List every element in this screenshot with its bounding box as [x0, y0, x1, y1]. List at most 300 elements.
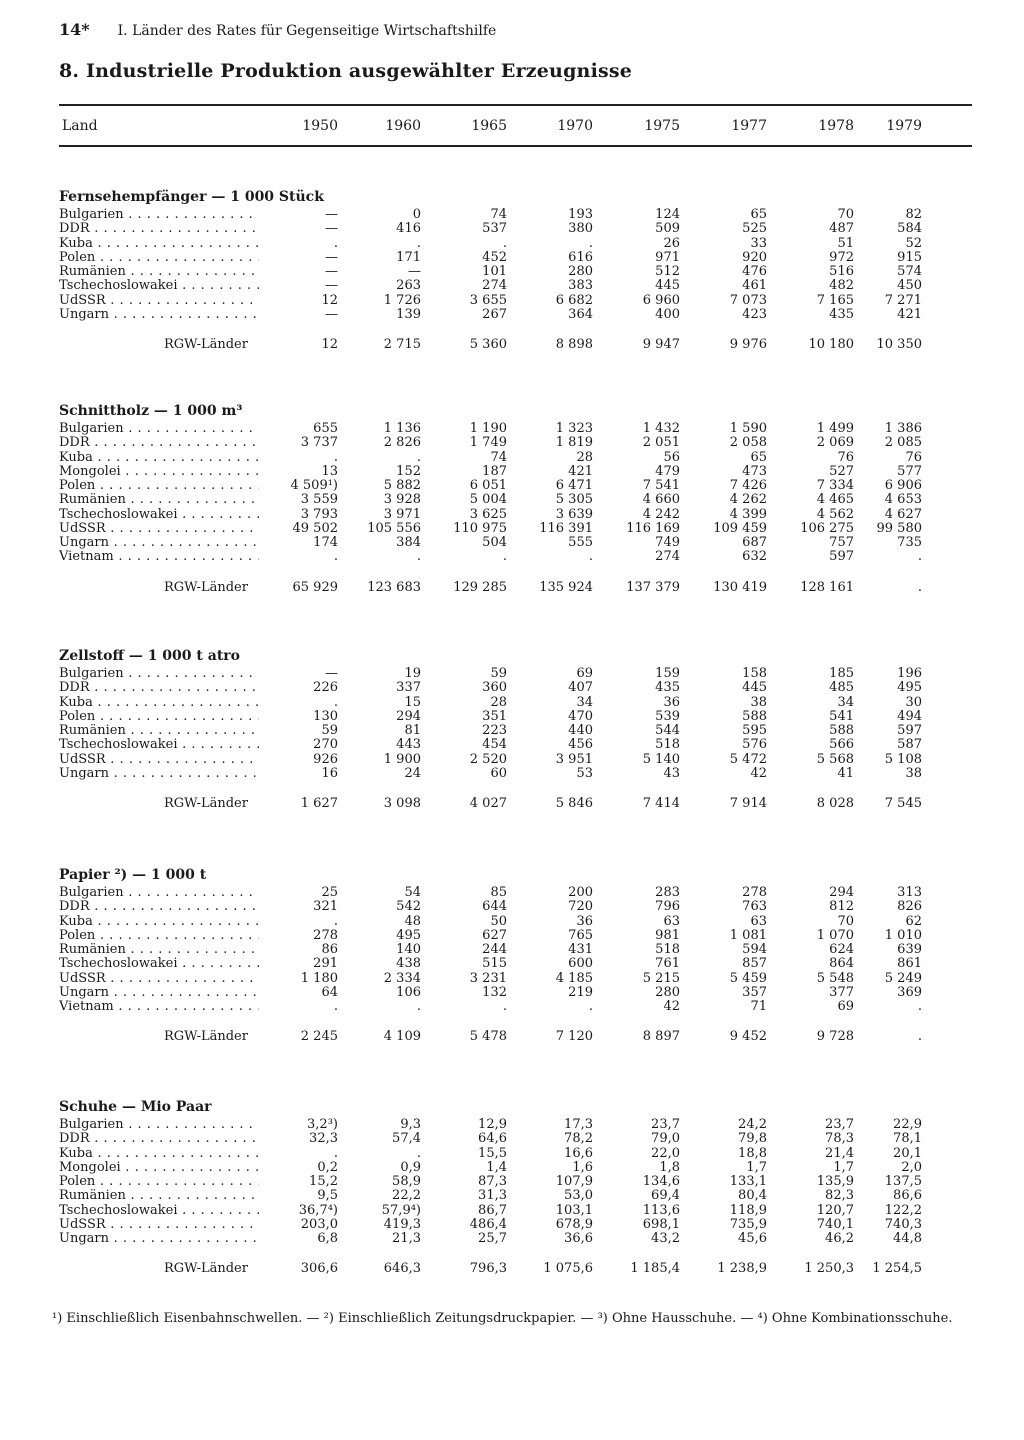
- section-title: Schnittholz — 1 000 m³: [59, 403, 243, 419]
- value-cell: 4 027: [469, 796, 507, 811]
- value-cell: 678,9: [555, 1216, 593, 1232]
- value-cell: 280: [568, 264, 593, 279]
- value-cell: 1 726: [383, 292, 421, 308]
- value-cell: 278: [313, 927, 338, 943]
- value-cell: 42: [750, 765, 767, 781]
- value-cell: 10 180: [808, 337, 854, 352]
- value-cell: 4 465: [816, 492, 854, 508]
- value-cell: 21,4: [825, 1145, 854, 1161]
- value-cell: 655: [313, 421, 338, 436]
- country-name: Ungarn . . .: [59, 986, 259, 1000]
- value-cell: 639: [897, 942, 922, 957]
- value-cell: 130 419: [713, 579, 767, 595]
- value-cell: 36,6: [564, 1231, 593, 1246]
- country-name: Polen . . .: [59, 710, 259, 724]
- value-cell: 70: [837, 207, 854, 222]
- value-cell: 5 459: [729, 970, 767, 986]
- value-cell: 109 459: [713, 520, 767, 536]
- table-row: [59, 915, 972, 929]
- value-cell: 632: [742, 549, 767, 565]
- value-cell: 1 590: [729, 421, 767, 436]
- value-cell: 337: [396, 680, 421, 696]
- value-cell: .: [416, 549, 421, 565]
- country-name: Ungarn . . .: [59, 767, 259, 781]
- value-cell: 542: [396, 899, 421, 915]
- value-cell: 132: [482, 984, 507, 1000]
- value-cell: 454: [482, 737, 507, 753]
- value-cell: 5 360: [469, 337, 507, 352]
- value-cell: 1 070: [816, 927, 854, 943]
- value-cell: 33: [750, 235, 767, 251]
- value-cell: 9 728: [816, 1029, 854, 1045]
- value-cell: 0,2: [317, 1159, 338, 1175]
- value-cell: 45,6: [738, 1231, 767, 1246]
- country-name: Mongolei . . .: [59, 465, 259, 479]
- value-cell: 9 976: [729, 337, 767, 352]
- value-cell: .: [333, 549, 338, 565]
- table-row: [59, 222, 972, 236]
- value-cell: 972: [829, 249, 854, 265]
- column-header-year: 1977: [731, 118, 767, 134]
- value-cell: 135,9: [816, 1174, 854, 1189]
- value-cell: .: [917, 579, 922, 595]
- value-cell: 2 715: [383, 337, 421, 352]
- value-cell: 5 140: [642, 751, 680, 767]
- value-cell: 7 541: [642, 478, 680, 493]
- value-cell: 1 136: [383, 421, 421, 436]
- table-row: [59, 1147, 972, 1161]
- country-name: Rumänien . . .: [59, 1189, 259, 1203]
- value-cell: .: [502, 235, 507, 251]
- value-cell: 124: [655, 207, 680, 222]
- value-cell: 9 947: [642, 337, 680, 352]
- value-cell: 48: [404, 913, 421, 929]
- value-cell: 5 108: [884, 751, 922, 767]
- value-cell: 87,3: [478, 1174, 507, 1189]
- value-cell: 7 334: [816, 478, 854, 493]
- country-name: UdSSR . . .: [59, 294, 259, 308]
- value-cell: 486,4: [469, 1216, 507, 1232]
- value-cell: 926: [313, 751, 338, 767]
- value-cell: 4 627: [884, 506, 922, 522]
- value-cell: 203,0: [300, 1216, 338, 1232]
- table-row: [59, 753, 972, 767]
- value-cell: 17,3: [564, 1117, 593, 1132]
- value-cell: 321: [313, 899, 338, 915]
- table-row: [59, 886, 972, 900]
- value-cell: .: [333, 1145, 338, 1161]
- value-cell: 64,6: [478, 1131, 507, 1147]
- country-name: UdSSR . . .: [59, 1218, 259, 1232]
- value-cell: 435: [829, 306, 854, 322]
- section-title: Schuhe — Mio Paar: [59, 1099, 212, 1115]
- value-cell: 864: [829, 956, 854, 972]
- value-cell: 74: [490, 207, 507, 222]
- value-cell: 44,8: [893, 1231, 922, 1246]
- country-name: UdSSR . . .: [59, 522, 259, 536]
- value-cell: 8 028: [816, 796, 854, 811]
- value-cell: 34: [576, 694, 593, 710]
- value-cell: 566: [829, 737, 854, 753]
- value-cell: 1 749: [469, 435, 507, 451]
- value-cell: 796,3: [469, 1261, 507, 1277]
- value-cell: 4 562: [816, 506, 854, 522]
- value-cell: 6 682: [555, 292, 593, 308]
- value-cell: 15,5: [478, 1145, 507, 1161]
- value-cell: 7 271: [884, 292, 922, 308]
- value-cell: 19: [404, 666, 421, 681]
- value-cell: 487: [829, 221, 854, 237]
- value-cell: 50: [490, 913, 507, 929]
- value-cell: 5 478: [469, 1029, 507, 1045]
- value-cell: 765: [568, 927, 593, 943]
- value-cell: 476: [742, 264, 767, 279]
- value-cell: 3 928: [383, 492, 421, 508]
- value-cell: 9,5: [317, 1188, 338, 1204]
- value-cell: 5 305: [555, 492, 593, 508]
- table-row: [59, 943, 972, 957]
- value-cell: 58,9: [392, 1174, 421, 1189]
- value-cell: 15: [404, 694, 421, 710]
- value-cell: 5 548: [816, 970, 854, 986]
- value-cell: 587: [897, 737, 922, 753]
- country-name: Polen . . .: [59, 929, 259, 943]
- value-cell: 122,2: [884, 1202, 922, 1218]
- value-cell: 4 399: [729, 506, 767, 522]
- value-cell: 278: [742, 885, 767, 900]
- value-cell: 357: [742, 984, 767, 1000]
- value-cell: 757: [829, 535, 854, 550]
- value-cell: 416: [396, 221, 421, 237]
- value-cell: 509: [655, 221, 680, 237]
- table-row: [59, 738, 972, 752]
- table-row: [59, 1132, 972, 1146]
- value-cell: —: [325, 278, 338, 294]
- value-cell: 369: [897, 984, 922, 1000]
- value-cell: 174: [313, 535, 338, 550]
- value-cell: 646,3: [383, 1261, 421, 1277]
- value-cell: 1,8: [659, 1159, 680, 1175]
- value-cell: 1 900: [383, 751, 421, 767]
- value-cell: 38: [750, 694, 767, 710]
- table-row: [59, 522, 972, 536]
- value-cell: 219: [568, 984, 593, 1000]
- value-cell: 407: [568, 680, 593, 696]
- value-cell: —: [325, 264, 338, 279]
- value-cell: .: [588, 235, 593, 251]
- value-cell: 5 004: [469, 492, 507, 508]
- table-row: [59, 1175, 972, 1189]
- column-header-land: Land: [62, 118, 98, 134]
- country-name: Bulgarien . . .: [59, 667, 259, 681]
- value-cell: 7 414: [642, 796, 680, 811]
- value-cell: —: [408, 264, 421, 279]
- country-name: Kuba . . .: [59, 1147, 259, 1161]
- value-cell: 600: [568, 956, 593, 972]
- value-cell: 4 185: [555, 970, 593, 986]
- value-cell: 306,6: [300, 1261, 338, 1277]
- value-cell: 627: [482, 927, 507, 943]
- column-header-year: 1978: [818, 118, 854, 134]
- value-cell: 1 185,4: [630, 1261, 680, 1277]
- value-cell: 351: [482, 708, 507, 724]
- value-cell: 274: [655, 549, 680, 565]
- value-cell: 52: [905, 235, 922, 251]
- table-row: [59, 957, 972, 971]
- value-cell: .: [416, 235, 421, 251]
- value-cell: 12: [321, 337, 338, 352]
- value-cell: 740,3: [884, 1216, 922, 1232]
- value-cell: 107,9: [555, 1174, 593, 1189]
- country-name: Tschechoslowakei . . .: [59, 508, 259, 522]
- value-cell: 1 819: [555, 435, 593, 451]
- value-cell: 473: [742, 463, 767, 479]
- value-cell: 1 238,9: [717, 1261, 767, 1277]
- table-row: [59, 208, 972, 222]
- value-cell: 438: [396, 956, 421, 972]
- column-header-year: 1970: [557, 118, 593, 134]
- value-cell: 139: [396, 306, 421, 322]
- value-cell: 78,1: [893, 1131, 922, 1147]
- value-cell: 158: [742, 666, 767, 681]
- value-cell: 187: [482, 463, 507, 479]
- value-cell: 6 051: [469, 478, 507, 493]
- value-cell: 7 165: [816, 292, 854, 308]
- total-label: RGW-Länder: [164, 579, 248, 595]
- value-cell: 435: [655, 680, 680, 696]
- country-name: Rumänien . . .: [59, 265, 259, 279]
- country-name: DDR . . .: [59, 900, 259, 914]
- value-cell: 577: [897, 463, 922, 479]
- value-cell: 101: [482, 264, 507, 279]
- value-cell: 86,7: [478, 1202, 507, 1218]
- value-cell: .: [502, 549, 507, 565]
- value-cell: 2 245: [300, 1029, 338, 1045]
- value-cell: 79,0: [651, 1131, 680, 1147]
- value-cell: 735: [897, 535, 922, 550]
- value-cell: 595: [742, 723, 767, 738]
- value-cell: 383: [568, 278, 593, 294]
- section-title: Papier ²) — 1 000 t: [59, 867, 207, 883]
- value-cell: 128 161: [800, 579, 854, 595]
- value-cell: .: [333, 999, 338, 1014]
- value-cell: 3 737: [300, 435, 338, 451]
- value-cell: 134,6: [642, 1174, 680, 1189]
- value-cell: 86,6: [893, 1188, 922, 1204]
- value-cell: 25: [321, 885, 338, 900]
- value-cell: 171: [396, 249, 421, 265]
- value-cell: 735,9: [729, 1216, 767, 1232]
- value-cell: 421: [897, 306, 922, 322]
- value-cell: 5 215: [642, 970, 680, 986]
- table-row: [59, 422, 972, 436]
- column-header-year: 1979: [886, 118, 922, 134]
- value-cell: 63: [750, 913, 767, 929]
- table-row: [59, 308, 972, 322]
- table-row: [59, 237, 972, 251]
- country-name: Bulgarien . . .: [59, 886, 259, 900]
- value-cell: .: [416, 1145, 421, 1161]
- value-cell: 479: [655, 463, 680, 479]
- value-cell: 981: [655, 927, 680, 943]
- country-name: Tschechoslowakei . . .: [59, 1204, 259, 1218]
- value-cell: —: [325, 666, 338, 681]
- value-cell: 971: [655, 249, 680, 265]
- value-cell: 64: [321, 984, 338, 1000]
- value-cell: 18,8: [738, 1145, 767, 1161]
- value-cell: 65 929: [292, 579, 338, 595]
- value-cell: 3 639: [555, 506, 593, 522]
- table-row: [59, 1000, 972, 1014]
- value-cell: 518: [655, 737, 680, 753]
- value-cell: 920: [742, 249, 767, 265]
- value-cell: 105 556: [367, 520, 421, 536]
- value-cell: 137,5: [884, 1174, 922, 1189]
- value-cell: —: [325, 207, 338, 222]
- value-cell: 3 655: [469, 292, 507, 308]
- value-cell: 2 058: [729, 435, 767, 451]
- value-cell: 36: [663, 694, 680, 710]
- value-cell: 263: [396, 278, 421, 294]
- value-cell: 280: [655, 984, 680, 1000]
- footnote: ¹) Einschließlich Eisenbahnschwellen. — ²) Einschließlich Zeitungsdruckpapier. — ³) Ohne Hausschuhe. — ⁴) Ohne Kombinationsschuhe.: [52, 1311, 953, 1326]
- country-name: Rumänien . . .: [59, 724, 259, 738]
- value-cell: 10 350: [876, 337, 922, 352]
- value-cell: 283: [655, 885, 680, 900]
- table-title: 8. Industrielle Produktion ausgewählter Erzeugnisse: [59, 60, 633, 82]
- value-cell: 541: [829, 708, 854, 724]
- value-cell: 443: [396, 737, 421, 753]
- value-cell: 135 924: [539, 579, 593, 595]
- value-cell: 41: [837, 765, 854, 781]
- value-cell: 129 285: [453, 579, 507, 595]
- value-cell: 54: [404, 885, 421, 900]
- value-cell: 82,3: [825, 1188, 854, 1204]
- table-top-rule: [59, 104, 972, 106]
- value-cell: .: [333, 449, 338, 465]
- value-cell: 140: [396, 942, 421, 957]
- value-cell: 2 085: [884, 435, 922, 451]
- value-cell: 5 846: [555, 796, 593, 811]
- value-cell: 36: [576, 913, 593, 929]
- value-cell: 223: [482, 723, 507, 738]
- total-label: RGW-Länder: [164, 1261, 248, 1277]
- value-cell: 116 391: [539, 520, 593, 536]
- value-cell: 1 323: [555, 421, 593, 436]
- value-cell: 78,3: [825, 1131, 854, 1147]
- value-cell: 57,9⁴): [381, 1202, 421, 1218]
- value-cell: 26: [663, 235, 680, 251]
- value-cell: 15,2: [309, 1174, 338, 1189]
- total-row: [59, 580, 972, 596]
- value-cell: 574: [897, 264, 922, 279]
- value-cell: 3 951: [555, 751, 593, 767]
- value-cell: 1 190: [469, 421, 507, 436]
- value-cell: 22,0: [651, 1145, 680, 1161]
- value-cell: 1 081: [729, 927, 767, 943]
- table-row: [59, 681, 972, 695]
- value-cell: 763: [742, 899, 767, 915]
- section-title: Fernsehempfänger — 1 000 Stück: [59, 189, 324, 205]
- value-cell: 364: [568, 306, 593, 322]
- value-cell: 103,1: [555, 1202, 593, 1218]
- value-cell: 86: [321, 942, 338, 957]
- country-name: Vietnam . . .: [59, 550, 259, 564]
- table-row: [59, 1232, 972, 1246]
- value-cell: 544: [655, 723, 680, 738]
- column-header-year: 1960: [385, 118, 421, 134]
- country-name: Bulgarien . . .: [59, 422, 259, 436]
- country-name: Rumänien . . .: [59, 943, 259, 957]
- value-cell: 2 069: [816, 435, 854, 451]
- table-row: [59, 1161, 972, 1175]
- value-cell: 495: [897, 680, 922, 696]
- table-header-rule: [59, 145, 972, 147]
- value-cell: 380: [568, 221, 593, 237]
- total-label: RGW-Länder: [164, 337, 248, 352]
- value-cell: 70: [837, 913, 854, 929]
- page-header: [59, 20, 496, 39]
- value-cell: 23,7: [825, 1117, 854, 1132]
- value-cell: 0: [412, 207, 421, 222]
- value-cell: 423: [742, 306, 767, 322]
- country-name: DDR . . .: [59, 1132, 259, 1146]
- total-row: [59, 1029, 972, 1045]
- table-row: [59, 724, 972, 738]
- value-cell: 4 660: [642, 492, 680, 508]
- total-row: [59, 1261, 972, 1277]
- value-cell: 120,7: [816, 1202, 854, 1218]
- value-cell: 740,1: [816, 1216, 854, 1232]
- value-cell: 270: [313, 737, 338, 753]
- value-cell: 79,8: [738, 1131, 767, 1147]
- value-cell: 624: [829, 942, 854, 957]
- value-cell: 81: [404, 723, 421, 738]
- value-cell: 1 254,5: [872, 1261, 922, 1277]
- value-cell: 576: [742, 737, 767, 753]
- value-cell: 504: [482, 535, 507, 550]
- value-cell: 6 960: [642, 292, 680, 308]
- value-cell: 3 231: [469, 970, 507, 986]
- value-cell: 7 545: [884, 796, 922, 811]
- value-cell: 419,3: [383, 1216, 421, 1232]
- total-row: [59, 337, 972, 353]
- value-cell: 294: [829, 885, 854, 900]
- table-row: [59, 294, 972, 308]
- value-cell: 49 502: [292, 520, 338, 536]
- table-row: [59, 508, 972, 522]
- value-cell: 28: [490, 694, 507, 710]
- value-cell: 495: [396, 927, 421, 943]
- value-cell: —: [325, 249, 338, 265]
- value-cell: 313: [897, 885, 922, 900]
- value-cell: 99 580: [876, 520, 922, 536]
- value-cell: 106 275: [800, 520, 854, 536]
- value-cell: —: [325, 306, 338, 322]
- column-header-year: 1975: [644, 118, 680, 134]
- value-cell: 597: [897, 723, 922, 738]
- column-header-year: 1965: [471, 118, 507, 134]
- value-cell: 3 625: [469, 506, 507, 522]
- value-cell: 7 426: [729, 478, 767, 493]
- value-cell: 3 971: [383, 506, 421, 522]
- value-cell: 2 051: [642, 435, 680, 451]
- value-cell: 537: [482, 221, 507, 237]
- table-row: [59, 972, 972, 986]
- value-cell: 200: [568, 885, 593, 900]
- country-name: DDR . . .: [59, 222, 259, 236]
- value-cell: 42: [663, 999, 680, 1014]
